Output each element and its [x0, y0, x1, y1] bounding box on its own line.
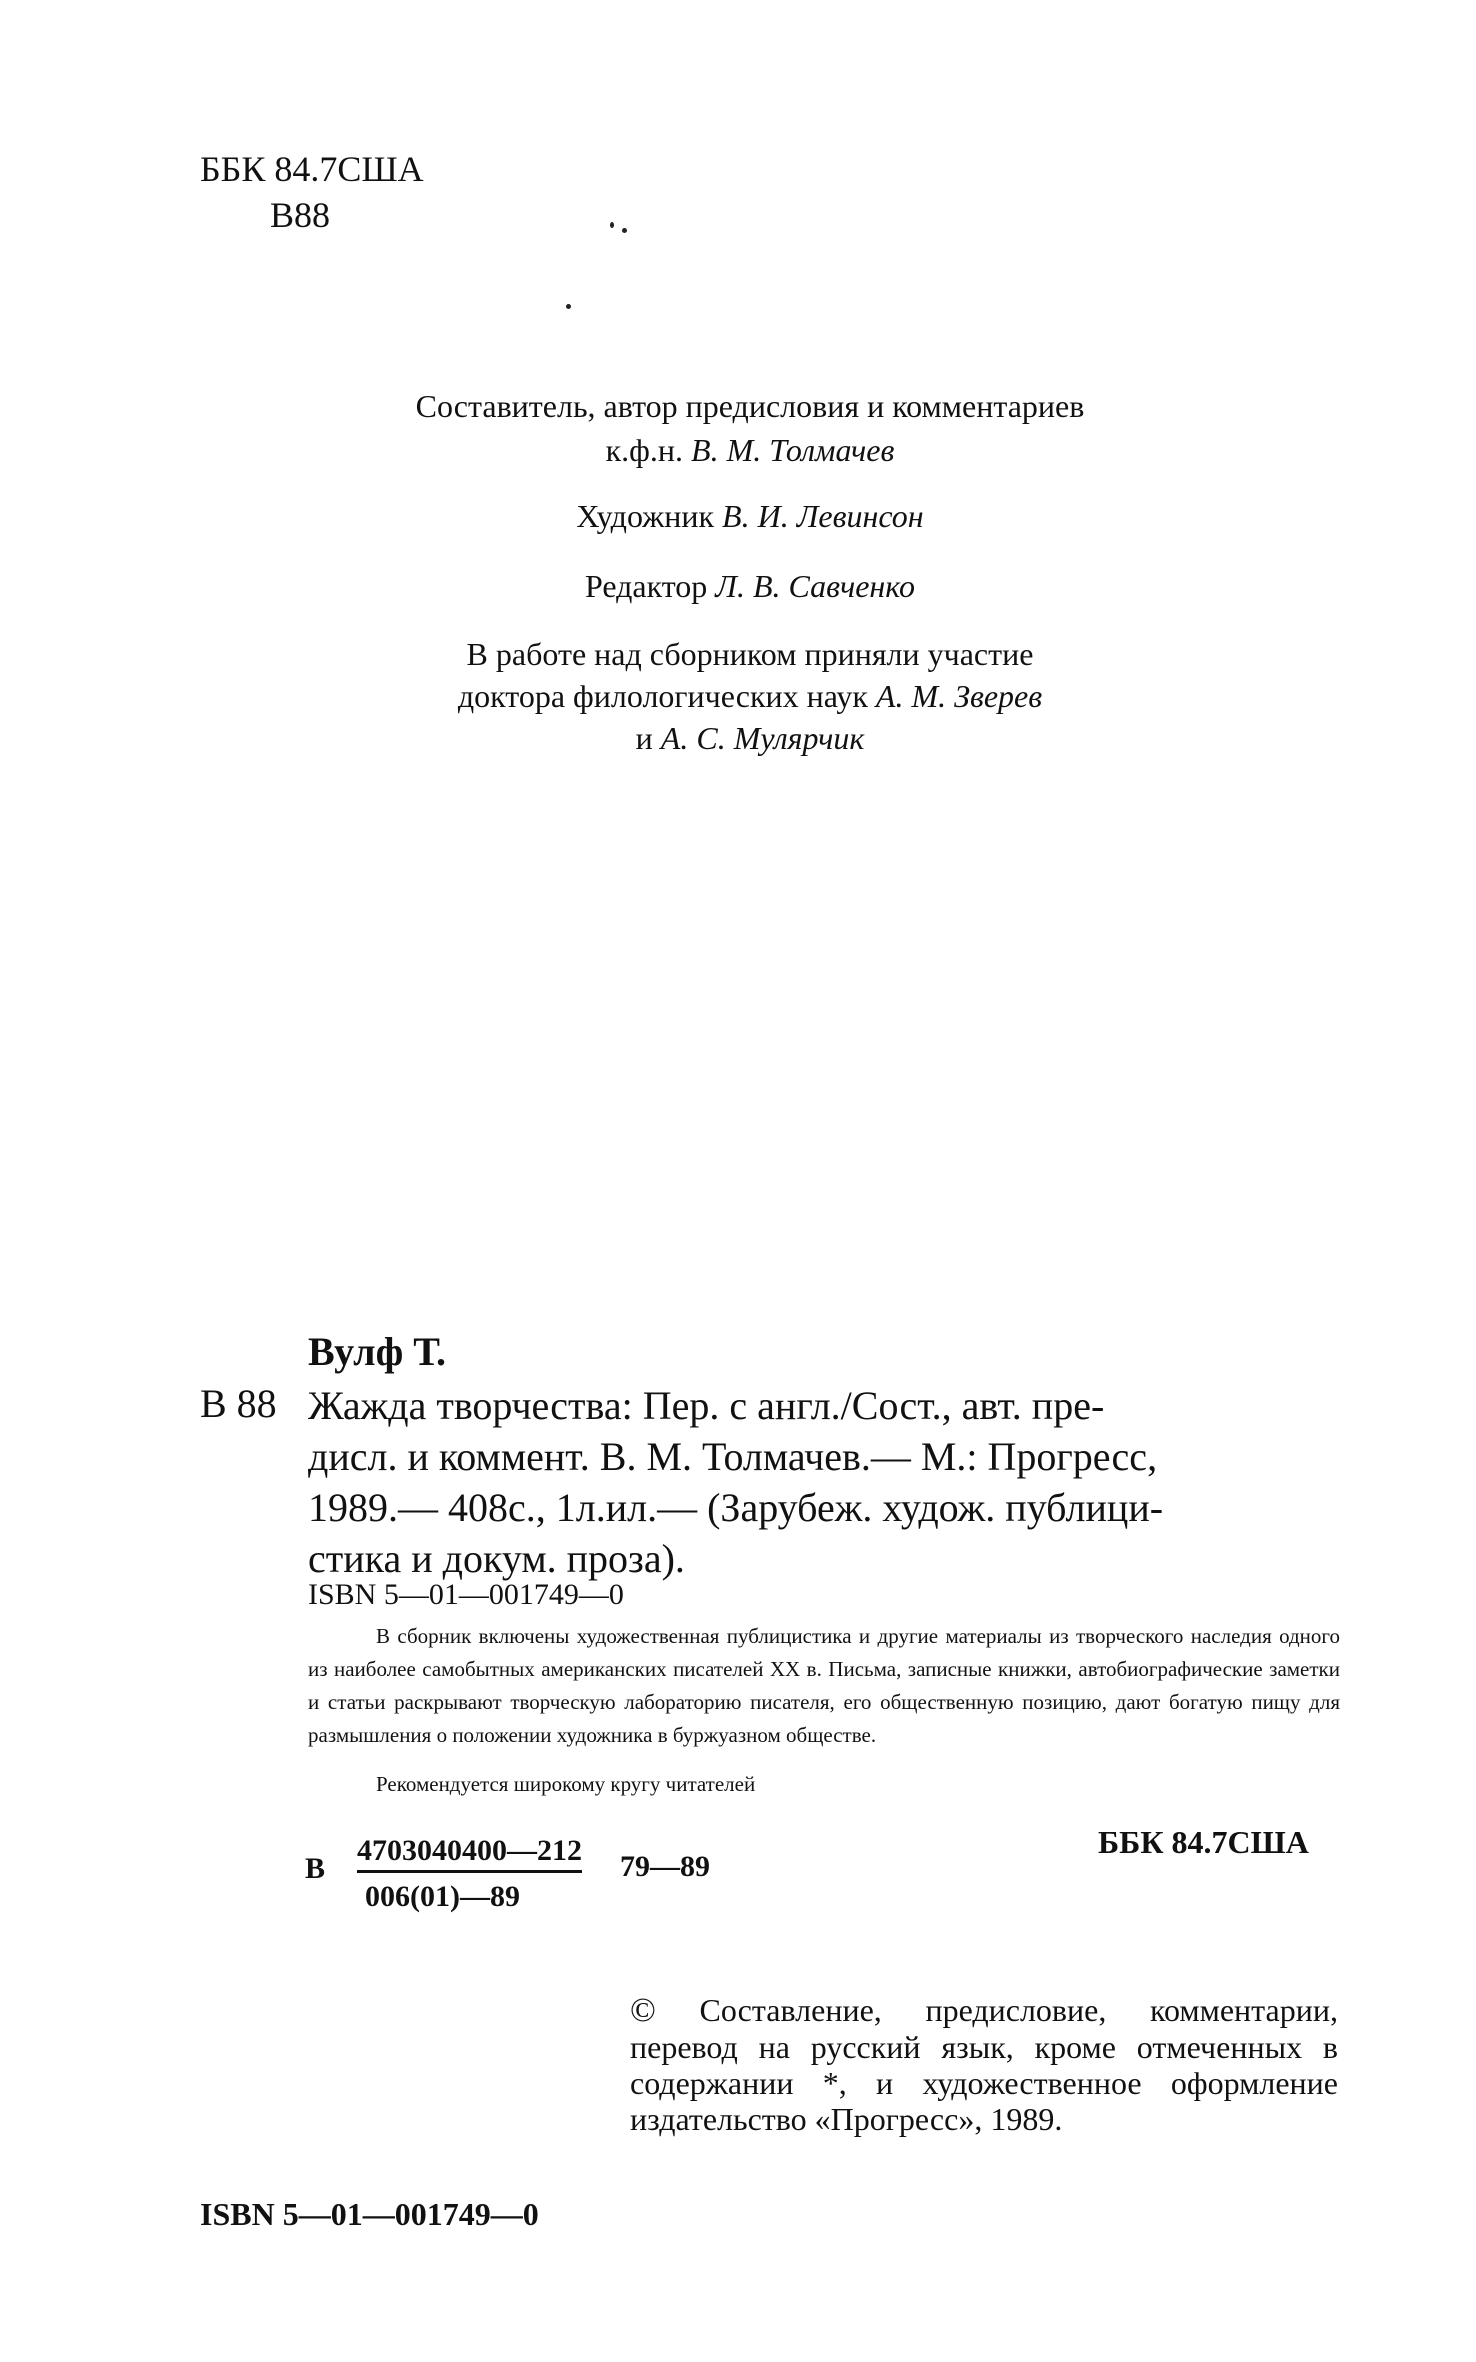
description-line: Жажда творчества: Пер. с англ./Сост., авт. пре- — [308, 1383, 1105, 1428]
compiler-degree: к.ф.н. — [605, 432, 684, 468]
participants-and: и — [635, 720, 653, 756]
author-sign: В88 — [270, 195, 331, 235]
card-isbn: ISBN 5—01—001749—0 — [308, 1578, 624, 1611]
card-annotation: В сборник включены художественная публицистика и другие материалы из творческого наследия одного из наиболее самобытных американских писателей XX в. Письма, записные книжки, автобиографические заметки и статьи раскрывают творческую лабораторию писателя, его общественную позицию, дают богатую пищу для размышления о положении художника в буржуазном обществе. — [308, 1624, 1340, 1747]
artist-name: В. И. Левинсон — [722, 498, 924, 534]
participant-1: А. М. Зверев — [875, 678, 1043, 714]
footer-isbn: ISBN 5—01—001749—0 — [200, 2196, 539, 2232]
description-line: дисл. и коммент. В. М. Толмачев.— М.: Прогресс, — [308, 1434, 1158, 1479]
formula-letter: В — [305, 1852, 326, 1885]
artist-credit — [300, 494, 1200, 538]
card-description — [308, 1380, 1340, 1584]
editor-name: Л. В. Савченко — [715, 568, 916, 604]
bbk-header — [200, 146, 424, 238]
compiler-name: В. М. Толмачев — [691, 432, 895, 468]
formula-denominator: 006(01)—89 — [365, 1880, 520, 1913]
formula-numerator: 4703040400—212 — [357, 1834, 582, 1873]
editor-credit — [300, 564, 1200, 608]
bbk-code: ББК 84.7США — [200, 149, 424, 189]
editor-label: Редактор — [584, 568, 708, 604]
participants-line-1 — [300, 674, 1200, 718]
card-recommendation: Рекомендуется широкому кругу читателей — [376, 1772, 756, 1796]
description-line: 1989.— 408с., 1л.ил.— (Зарубеж. худож. публици- — [308, 1485, 1164, 1530]
print-speck — [610, 222, 614, 228]
participation-line: В работе над сборником приняли участие — [466, 636, 1034, 672]
compiler-credit — [300, 428, 1200, 472]
copyright-notice — [630, 1992, 1338, 2137]
copyright-text: Составление, предисловие, комментарии, перевод на русский язык, кроме отмеченных в содержании *, и художественное оформление издательство «Прогресс», 1989. — [630, 1992, 1339, 2137]
formula-suffix: 79—89 — [620, 1850, 710, 1883]
copyright-icon: © — [630, 1992, 656, 2029]
compiler-line: Составитель, автор предисловия и комментариев — [415, 388, 1085, 424]
participants-line-2 — [300, 716, 1200, 760]
artist-label: Художник — [576, 498, 715, 534]
card-author: Вулф Т. — [308, 1329, 446, 1374]
card-code: В 88 — [200, 1381, 277, 1426]
participant-2: А. С. Мулярчик — [660, 720, 865, 756]
formula-bbk: ББК 84.7США — [1098, 1824, 1309, 1860]
description-line: стика и докум. проза). — [308, 1536, 685, 1581]
print-speck — [566, 304, 571, 309]
print-speck — [622, 228, 627, 233]
participants-intro: доктора филологических наук — [457, 678, 868, 714]
